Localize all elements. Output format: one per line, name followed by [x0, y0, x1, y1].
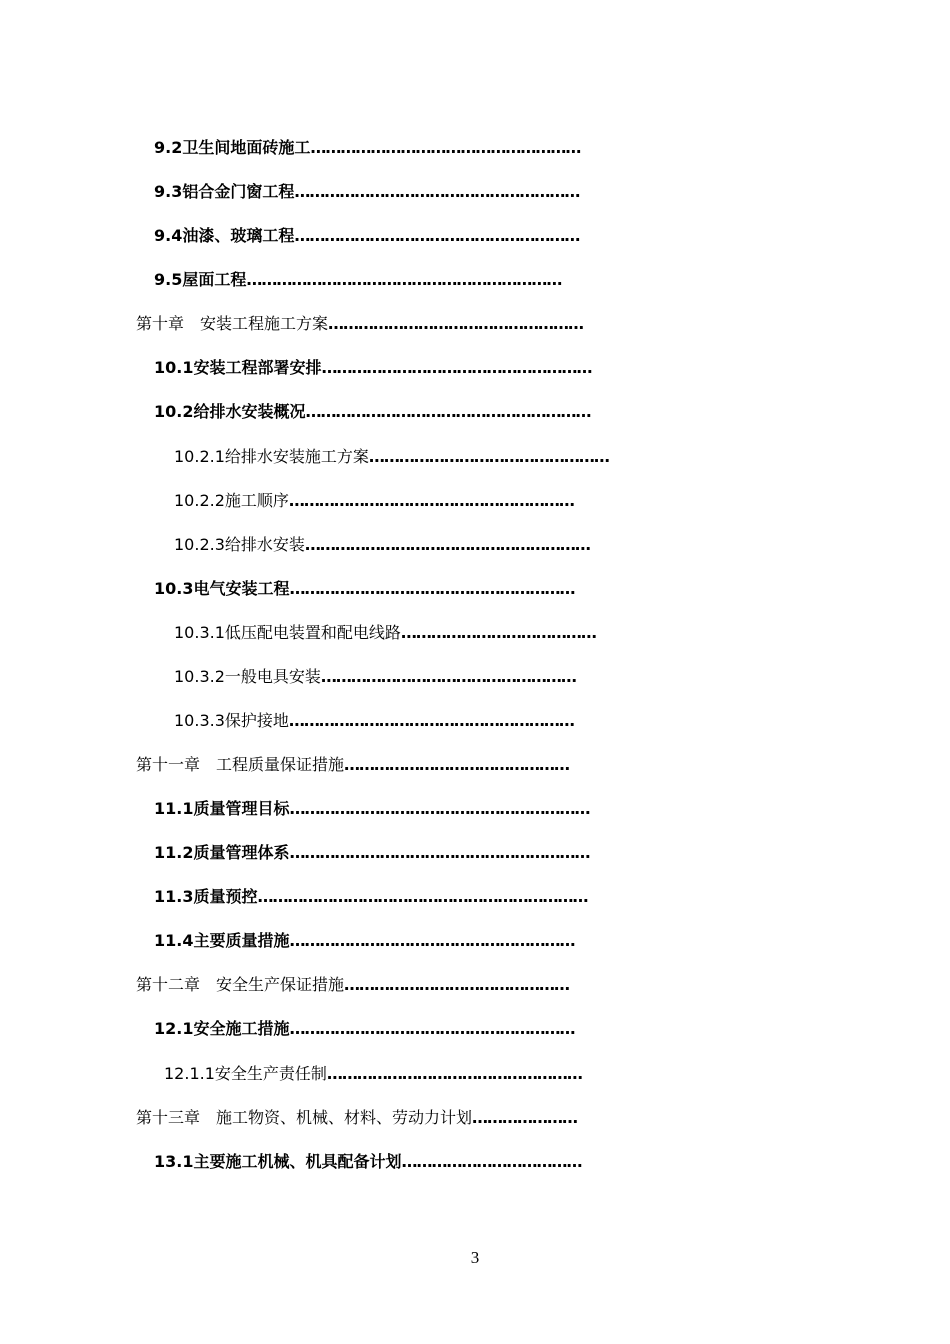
toc-leader-dots: ………………………………………………… — [304, 535, 590, 554]
toc-leader-dots: ……………………………………………… — [310, 138, 581, 157]
toc-entry-10-3-3[interactable] — [174, 709, 574, 733]
toc-leader-dots: ………………………………………………… — [294, 226, 580, 245]
toc-entry-title: 10.3.1低压配电装置和配电线路 — [174, 623, 401, 642]
toc-entry-title: 10.2.1给排水安装施工方案 — [174, 447, 369, 466]
toc-entry-11-1[interactable] — [154, 797, 589, 821]
toc-leader-dots: …………………………………………… — [328, 314, 584, 333]
toc-entry-10-3-2[interactable] — [174, 665, 576, 689]
toc-leader-dots: ………………………………………………… — [294, 182, 580, 201]
toc-entry-10-1[interactable] — [154, 356, 591, 380]
toc-entry-9-5[interactable] — [154, 268, 561, 292]
toc-entry-11-3[interactable] — [154, 885, 587, 909]
toc-entry-title: 第十三章 施工物资、机械、材料、劳动力计划 — [136, 1108, 473, 1127]
toc-chapter-12[interactable] — [136, 973, 569, 997]
toc-leader-dots: …………………………………………………… — [289, 843, 590, 862]
toc-entry-title: 11.1质量管理目标 — [154, 799, 290, 818]
toc-entry-10-2[interactable] — [154, 400, 590, 424]
toc-entry-title: 9.5屋面工程 — [154, 270, 247, 289]
toc-leader-dots: ………………………………………………… — [288, 711, 574, 730]
toc-entry-title: 9.4油漆、玻璃工程 — [154, 226, 295, 245]
toc-entry-title: 9.3铝合金门窗工程 — [154, 182, 295, 201]
toc-leader-dots: ………………………………………………… — [288, 491, 574, 510]
toc-entry-11-4[interactable] — [154, 929, 574, 953]
toc-leader-dots: ……………………………………… — [344, 755, 570, 774]
toc-entry-10-3-1[interactable] — [174, 621, 596, 645]
toc-entry-title: 12.1安全施工措施 — [154, 1019, 290, 1038]
toc-entry-10-2-1[interactable] — [174, 445, 609, 469]
toc-leader-dots: ………………………………… — [400, 623, 596, 642]
toc-entry-title: 10.2给排水安装概况 — [154, 402, 306, 421]
toc-entry-title: 第十二章 安全生产保证措施 — [136, 975, 345, 994]
toc-entry-10-2-3[interactable] — [174, 533, 590, 557]
toc-leader-dots: ………………………………………………… — [289, 931, 575, 950]
toc-chapter-10[interactable] — [136, 312, 583, 336]
toc-leader-dots: ……………………………………… — [344, 975, 570, 994]
toc-leader-dots: …………………………………………… — [326, 1064, 582, 1083]
toc-leader-dots: ………………………………………………… — [289, 1019, 575, 1038]
toc-leader-dots: ……………………………… — [401, 1152, 582, 1171]
toc-entry-title: 11.2质量管理体系 — [154, 843, 290, 862]
toc-chapter-13[interactable] — [136, 1106, 577, 1130]
toc-entry-title: 10.3.2一般电具安装 — [174, 667, 321, 686]
toc-entry-title: 10.3电气安装工程 — [154, 579, 290, 598]
toc-entry-title: 11.3质量预控 — [154, 887, 258, 906]
toc-entry-title: 第十章 安装工程施工方案 — [136, 314, 329, 333]
toc-leader-dots: …………………………………………………… — [289, 799, 590, 818]
toc-entry-title: 12.1.1安全生产责任制 — [164, 1064, 327, 1083]
toc-entry-12-1[interactable] — [154, 1017, 574, 1041]
toc-leader-dots: …………………………………………… — [320, 667, 576, 686]
toc-entry-10-3[interactable] — [154, 577, 574, 601]
toc-leader-dots: ………………… — [472, 1108, 578, 1127]
toc-entry-10-2-2[interactable] — [174, 489, 574, 513]
toc-entry-title: 13.1主要施工机械、机具配备计划 — [154, 1152, 402, 1171]
toc-entry-title: 10.3.3保护接地 — [174, 711, 289, 730]
toc-entry-11-2[interactable] — [154, 841, 589, 865]
toc-leader-dots: ………………………………………………… — [289, 579, 575, 598]
page-number: 3 — [470, 1248, 480, 1267]
toc-leader-dots: ………………………………………… — [368, 447, 609, 466]
toc-entry-9-2[interactable] — [154, 136, 580, 160]
toc-entry-title: 第十一章 工程质量保证措施 — [136, 755, 345, 774]
toc-entry-13-1[interactable] — [154, 1150, 581, 1174]
toc-entry-title: 9.2卫生间地面砖施工 — [154, 138, 311, 157]
toc-entry-12-1-1[interactable] — [164, 1062, 582, 1086]
toc-leader-dots: ……………………………………………………… — [246, 270, 562, 289]
toc-entry-9-3[interactable] — [154, 180, 579, 204]
toc-chapter-11[interactable] — [136, 753, 569, 777]
toc-entry-title: 10.2.2施工顺序 — [174, 491, 289, 510]
toc-entry-title: 11.4主要质量措施 — [154, 931, 290, 950]
toc-entry-title: 10.2.3给排水安装 — [174, 535, 305, 554]
toc-entry-9-4[interactable] — [154, 224, 579, 248]
toc-entry-title: 10.1安装工程部署安排 — [154, 358, 322, 377]
toc-leader-dots: ……………………………………………… — [321, 358, 592, 377]
toc-leader-dots: ………………………………………………… — [305, 402, 591, 421]
toc-leader-dots: ………………………………………………………… — [257, 887, 588, 906]
